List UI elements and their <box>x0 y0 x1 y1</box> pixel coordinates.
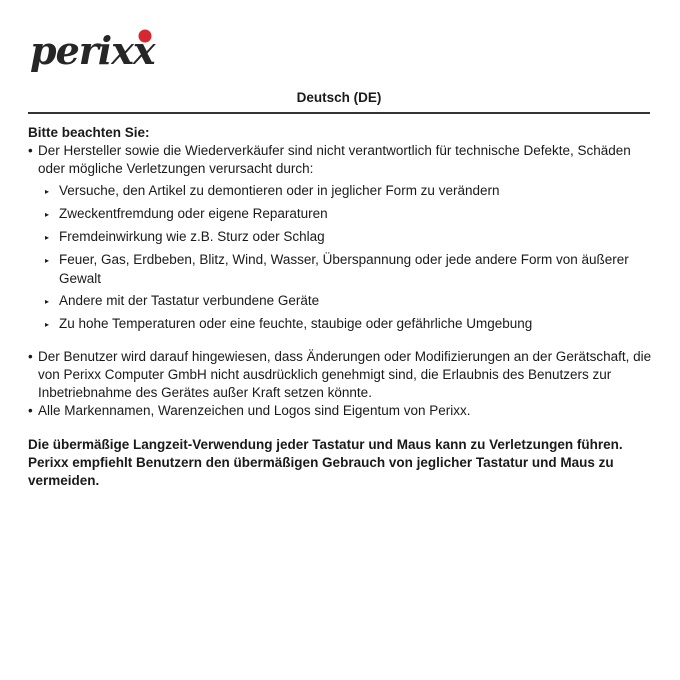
list-item-text: Andere mit der Tastatur verbundene Geräte <box>59 293 320 308</box>
intro-bullet <box>28 142 652 178</box>
intro-text: Der Hersteller sowie die Wiederverkäufer sind nicht verantwortlich für technische Defekte, Schäden oder mögliche Verletzungen verursacht durch: <box>38 143 631 176</box>
list-item <box>46 228 652 247</box>
bullet-marker: • <box>28 349 33 364</box>
list-item <box>46 292 652 311</box>
triangle-bullet-icon: ▸ <box>45 297 50 306</box>
triangle-bullet-icon: ▸ <box>45 210 50 219</box>
list-item-text: Zu hohe Temperaturen oder eine feuchte, staubige oder gefährliche Umgebung <box>59 316 533 331</box>
list-item <box>46 205 652 224</box>
bullet-marker: • <box>28 143 33 158</box>
triangle-bullet-icon: ▸ <box>45 233 50 242</box>
modification-bullet <box>28 348 652 402</box>
document-body <box>28 124 652 490</box>
triangle-bullet-icon: ▸ <box>45 187 50 196</box>
list-item <box>46 315 652 334</box>
list-item <box>46 182 652 201</box>
modification-text: Der Benutzer wird darauf hingewiesen, dass Änderungen oder Modifizierungen an der Gerätschaft, die von Perixx Computer GmbH nicht ausdrücklich genehmigt sind, die Erlaubnis des Benutzers zur Inbetriebnahme des Gerätes außer Kraft setzen könnte. <box>38 349 652 400</box>
logo-text: perixx <box>30 28 155 73</box>
triangle-bullet-icon: ▸ <box>45 320 50 329</box>
spacer <box>28 420 652 436</box>
list-item-text: Versuche, den Artikel zu demontieren oder in jeglicher Form zu verändern <box>59 183 500 198</box>
trademark-bullet <box>28 402 652 420</box>
list-item <box>46 251 652 288</box>
language-title: Deutsch (DE) <box>296 90 382 105</box>
perixx-logo <box>28 28 200 78</box>
list-item-text: Feuer, Gas, Erdbeben, Blitz, Wind, Wasser, Überspannung oder jede andere Form von äußerer Gewalt <box>59 252 629 286</box>
list-item-text: Fremdeinwirkung wie z.B. Sturz oder Schlag <box>59 229 325 244</box>
spacer <box>28 334 652 348</box>
list-item-text: Zweckentfremdung oder eigene Reparaturen <box>59 206 328 221</box>
header-divider <box>28 112 650 114</box>
notice-heading: Bitte beachten Sie: <box>28 125 150 140</box>
health-warning: Die übermäßige Langzeit-Verwendung jeder Tastatur und Maus kann zu Verletzungen führen. Perixx empfiehlt Benutzern den übermäßigen Gebrauch von jeglicher Tastatur und Maus zu vermeiden. <box>28 437 623 488</box>
trademark-text: Alle Markennamen, Warenzeichen und Logos sind Eigentum von Perixx. <box>38 403 471 418</box>
triangle-bullet-icon: ▸ <box>45 256 50 265</box>
bullet-marker: • <box>28 403 33 418</box>
